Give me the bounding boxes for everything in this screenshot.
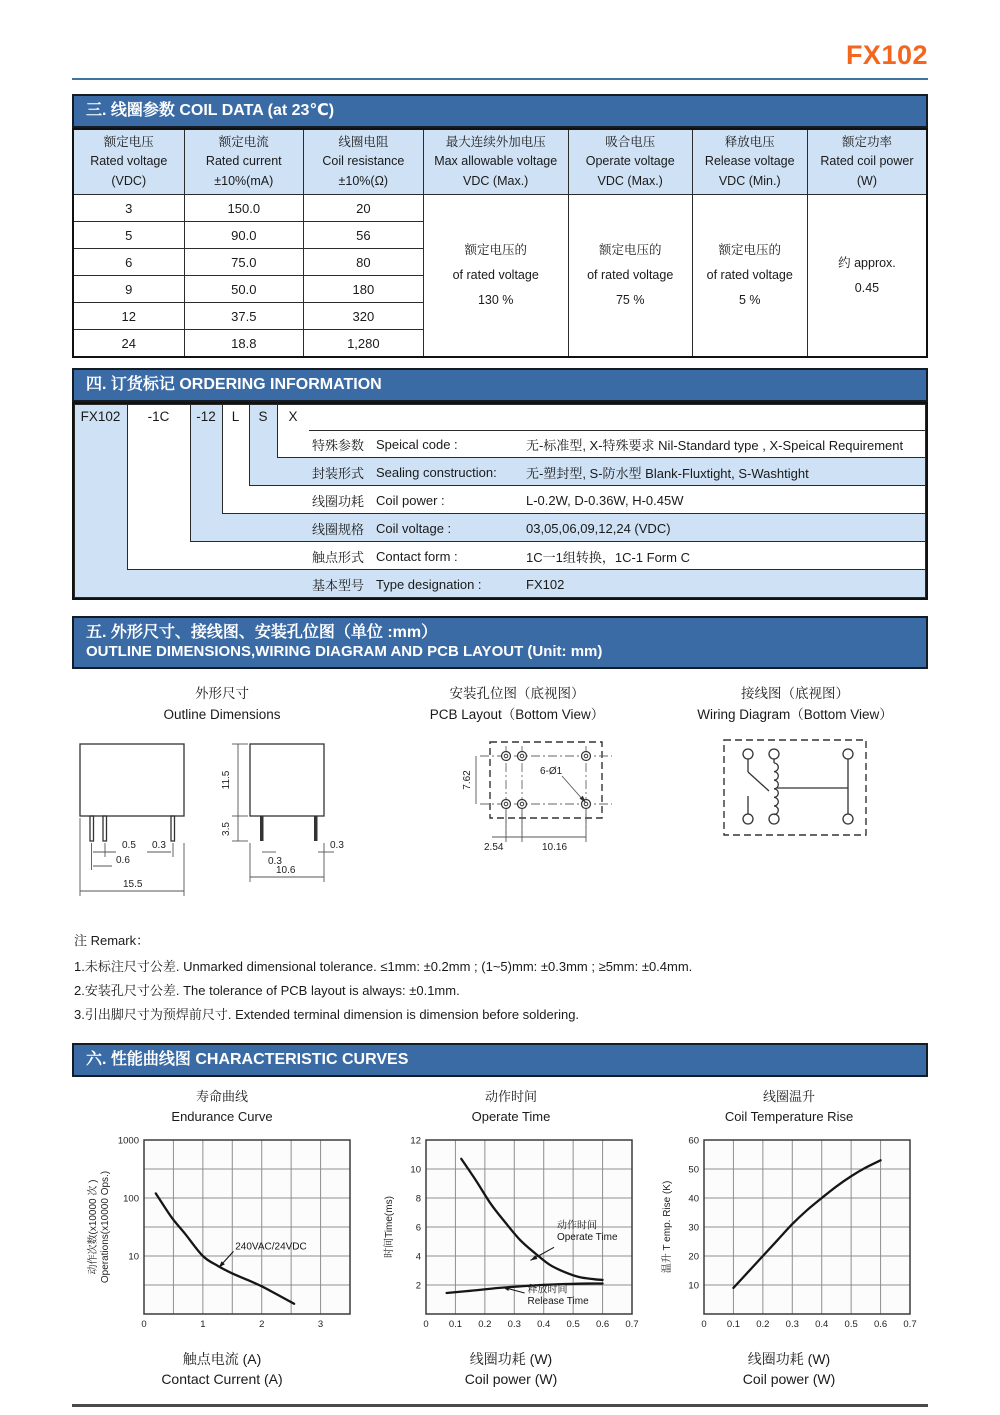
- coil-operate-voltage-cell: 额定电压的 of rated voltage 75 %: [568, 195, 692, 358]
- coil-cell: 75.0: [184, 249, 304, 276]
- coil-cell: 5: [73, 222, 184, 249]
- coil-cell: 9: [73, 276, 184, 303]
- svg-text:动作次数(x10000 次 ): 动作次数(x10000 次 ): [88, 1179, 99, 1275]
- coil-data-table: [72, 128, 928, 358]
- coil-release-voltage-cell: 额定电压的 of rated voltage 5 %: [692, 195, 807, 358]
- outline-dimensions-drawing: [72, 730, 372, 915]
- coil-cell: 12: [73, 303, 184, 330]
- dim-label: 0.6: [116, 854, 130, 866]
- chart-xlabel: 触点电流 (A) Contact Current (A): [161, 1351, 283, 1388]
- svg-text:0.4: 0.4: [537, 1319, 551, 1331]
- wiring-diagram-drawing: [710, 730, 890, 855]
- svg-text:3: 3: [317, 1319, 324, 1331]
- ordering-row-coil-voltage: 线圈规格 Coil voltage : 03,05,06,09,12,24 (VDC): [312, 520, 671, 537]
- coil-cell: 56: [304, 222, 424, 249]
- dim-label: 0.3: [330, 839, 344, 851]
- coil-header-release-voltage: 释放电压 Release voltage VDC (Min.): [692, 129, 807, 195]
- coil-cell: 50.0: [184, 276, 304, 303]
- dim-label: 3.5: [221, 821, 232, 836]
- coil-cell: 150.0: [184, 195, 304, 222]
- coil-header-max-allowable: 最大连续外加电压 Max allowable voltage VDC (Max.): [423, 129, 568, 195]
- svg-text:释放时间: 释放时间: [527, 1284, 568, 1296]
- svg-text:0: 0: [701, 1319, 707, 1331]
- label-outline-dimensions: 外形尺寸 Outline Dimensions: [163, 685, 281, 723]
- endurance-curve-chart: [86, 1130, 358, 1342]
- svg-text:0.5: 0.5: [844, 1319, 858, 1331]
- svg-text:1000: 1000: [117, 1135, 139, 1147]
- remark-block: [74, 929, 926, 1027]
- dim-label: 10.16: [542, 841, 568, 853]
- dim-label: 15.5: [123, 878, 143, 890]
- svg-text:0.3: 0.3: [785, 1319, 799, 1331]
- outline-title-zh: 五. 外形尺寸、接线图、安装孔位图（单位 :mm）: [86, 624, 438, 641]
- svg-text:Release Time: Release Time: [527, 1295, 589, 1307]
- coil-cell: 24: [73, 330, 184, 358]
- svg-text:12: 12: [410, 1135, 421, 1147]
- chart-xlabel: 线圈功耗 (W) Coil power (W): [742, 1351, 836, 1388]
- footer-divider: [72, 1404, 928, 1407]
- coil-max-allowable-cell: 额定电压的 of rated voltage 130 %: [423, 195, 568, 358]
- svg-text:Operations(x10000 Ops.): Operations(x10000 Ops.): [100, 1170, 111, 1284]
- svg-text:0.6: 0.6: [873, 1319, 888, 1331]
- coil-temp-rise-chart: [660, 1130, 918, 1342]
- svg-text:0.2: 0.2: [478, 1319, 492, 1331]
- remark-item-3: 3.引出脚尺寸为预焊前尺寸. Extended terminal dimension is dimension before soldering.: [74, 1007, 580, 1023]
- coil-cell: 20: [304, 195, 424, 222]
- remark-item-2: 2.安装孔尺寸公差. The tolerance of PCB layout is always: ±0.1mm.: [74, 983, 460, 999]
- svg-text:0.7: 0.7: [903, 1319, 917, 1331]
- dim-label: 0.5: [122, 839, 136, 851]
- ordering-top-divider: [309, 430, 926, 431]
- svg-text:40: 40: [688, 1193, 699, 1205]
- svg-text:温升 T emp. Rise (K): 温升 T emp. Rise (K): [662, 1180, 673, 1274]
- ordering-code-voltage: -12: [196, 409, 216, 424]
- coil-cell: 320: [304, 303, 424, 330]
- dim-label: 0.3: [268, 855, 282, 867]
- diagrams-row: [72, 730, 928, 915]
- coil-temp-rise-chart-block: [650, 1087, 928, 1390]
- section-curves-header: 六. 性能曲线图 CHARACTERISTIC CURVES: [72, 1043, 928, 1077]
- table-row: [73, 195, 927, 222]
- coil-cell: 6: [73, 249, 184, 276]
- ordering-diagram: [72, 402, 928, 600]
- svg-text:0.6: 0.6: [595, 1319, 610, 1331]
- section-outline-header: [72, 616, 928, 669]
- dim-label: 11.5: [221, 770, 232, 790]
- doc-header: [72, 40, 928, 70]
- outline-title-en: OUTLINE DIMENSIONS,WIRING DIAGRAM AND PCB LAYOUT (Unit: mm): [86, 643, 603, 660]
- svg-text:30: 30: [688, 1222, 699, 1234]
- page-title: FX102: [845, 40, 928, 70]
- ordering-row-contact-form: 触点形式 Contact form : 1C一1组转换，1C-1 Form C: [312, 548, 690, 565]
- coil-header-rated-voltage: 额定电压 Rated voltage (VDC): [73, 129, 184, 195]
- svg-text:时间Time(ms): 时间Time(ms): [384, 1196, 395, 1259]
- coil-header-row: [73, 129, 927, 195]
- svg-text:0.1: 0.1: [726, 1319, 741, 1331]
- svg-text:1: 1: [200, 1319, 206, 1331]
- svg-text:0.3: 0.3: [507, 1319, 521, 1331]
- section-ordering-header: 四. 订货标记 ORDERING INFORMATION: [72, 368, 928, 402]
- svg-text:10: 10: [688, 1280, 699, 1292]
- svg-text:0: 0: [141, 1319, 147, 1331]
- dim-label: 0.3: [152, 839, 166, 851]
- svg-text:Operate Time: Operate Time: [556, 1232, 618, 1244]
- svg-text:60: 60: [688, 1135, 699, 1147]
- svg-text:6: 6: [415, 1222, 421, 1234]
- remark-title: 注 Remark：: [74, 932, 150, 948]
- operate-time-chart-block: [372, 1087, 650, 1390]
- svg-text:240VAC/24VDC: 240VAC/24VDC: [235, 1241, 307, 1253]
- coil-cell: 1,280: [304, 330, 424, 358]
- svg-text:4: 4: [415, 1251, 421, 1263]
- ordering-row-sealing: 封装形式 Sealing construction: 无-塑封型, S-防水型 Blank-Fluxtight, S-Washtight: [312, 464, 809, 481]
- coil-cell: 18.8: [184, 330, 304, 358]
- svg-text:0: 0: [423, 1319, 429, 1331]
- ordering-code-contact: -1C: [147, 409, 170, 424]
- svg-text:8: 8: [415, 1193, 421, 1205]
- coil-cell: 180: [304, 276, 424, 303]
- svg-text:10: 10: [410, 1164, 421, 1176]
- coil-cell: 3: [73, 195, 184, 222]
- svg-text:2: 2: [259, 1319, 265, 1331]
- diagram-column-labels: [72, 683, 928, 726]
- chart-title: 寿命曲线 Endurance Curve: [171, 1089, 273, 1124]
- operate-time-chart: [382, 1130, 640, 1342]
- svg-text:动作时间: 动作时间: [556, 1220, 597, 1232]
- chart-title: 动作时间 Operate Time: [471, 1089, 551, 1124]
- chart-xlabel: 线圈功耗 (W) Coil power (W): [464, 1351, 558, 1388]
- charts-row: [72, 1087, 928, 1390]
- coil-cell: 80: [304, 249, 424, 276]
- svg-text:0.4: 0.4: [815, 1319, 829, 1331]
- ordering-row-coil-power: 线圈功耗 Coil power : L-0.2W, D-0.36W, H-0.45W: [312, 492, 684, 509]
- header-divider: [72, 78, 928, 80]
- dim-label: 7.62: [462, 770, 473, 790]
- chart-title: 线圈温升 Coil Temperature Rise: [724, 1089, 854, 1124]
- ordering-row-type: 基本型号 Type designation : FX102: [312, 576, 565, 593]
- label-pcb-layout: 安装孔位图（底视图） PCB Layout（Bottom View）: [429, 685, 605, 723]
- coil-header-rated-power: 额定功率 Rated coil power (W): [807, 129, 927, 195]
- dim-label: 10.6: [276, 864, 296, 876]
- svg-text:100: 100: [123, 1193, 139, 1205]
- coil-rated-power-cell: 约 approx. 0.45: [807, 195, 927, 358]
- section-coil-data-header: 三. 线圈参数 COIL DATA (at 23℃): [72, 94, 928, 128]
- coil-cell: 37.5: [184, 303, 304, 330]
- svg-text:0.2: 0.2: [756, 1319, 770, 1331]
- coil-header-operate-voltage: 吸合电压 Operate voltage VDC (Max.): [568, 129, 692, 195]
- ordering-row-special: 特殊参数 Speical code : 无-标准型, X-特殊要求 Nil-Standard type , X-Speical Requirement: [312, 436, 904, 453]
- svg-text:2: 2: [415, 1280, 421, 1292]
- pcb-layout-drawing: [462, 730, 642, 870]
- remark-item-1: 1.未标注尺寸公差. Unmarked dimensional tolerance. ≤1mm: ±0.2mm ; (1~5)mm: ±0.3mm ; ≥5mm: ±0.4mm.: [74, 958, 693, 974]
- coil-header-coil-resistance: 线圈电阻 Coil resistance ±10%(Ω): [304, 129, 424, 195]
- svg-text:0.1: 0.1: [448, 1319, 463, 1331]
- coil-header-rated-current: 额定电流 Rated current ±10%(mA): [184, 129, 304, 195]
- ordering-code-base: FX102: [80, 409, 121, 424]
- coil-cell: 90.0: [184, 222, 304, 249]
- endurance-chart-block: [72, 1087, 372, 1390]
- label-wiring-diagram: 接线图（底视图） Wiring Diagram（Bottom View）: [697, 685, 893, 723]
- svg-text:0.5: 0.5: [566, 1319, 580, 1331]
- ordering-code-special: X: [288, 409, 298, 424]
- hole-callout: 6-Ø1: [540, 765, 563, 777]
- ordering-code-power: L: [231, 409, 240, 424]
- svg-text:20: 20: [688, 1251, 699, 1263]
- svg-text:0.7: 0.7: [625, 1319, 639, 1331]
- svg-text:50: 50: [688, 1164, 699, 1176]
- dim-label: 2.54: [484, 841, 504, 853]
- svg-text:10: 10: [128, 1251, 139, 1263]
- ordering-code-sealing: S: [258, 409, 268, 424]
